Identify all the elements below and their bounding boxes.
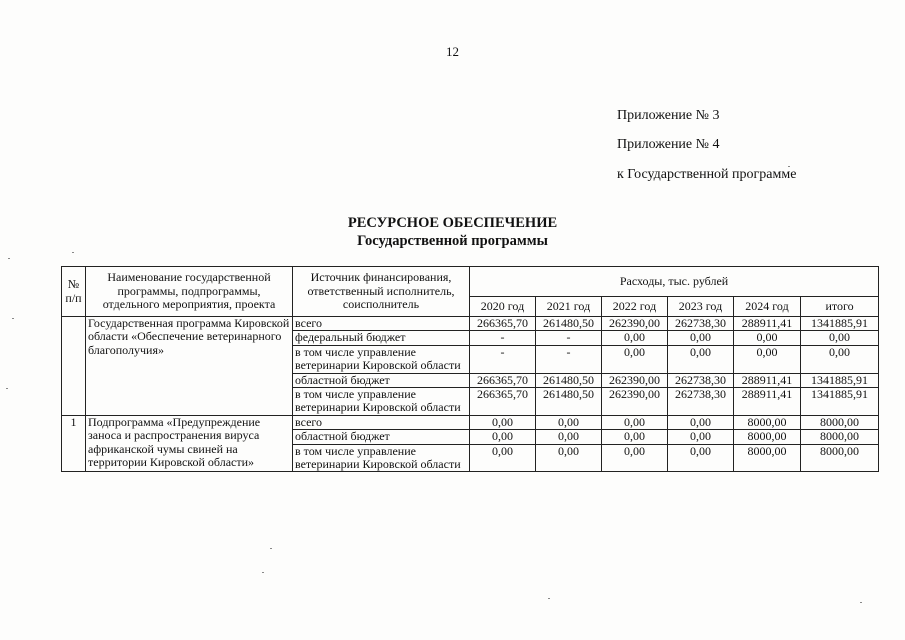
value-2022: 262390,00 [602, 317, 668, 331]
scan-speck [270, 548, 272, 549]
scan-speck [8, 258, 10, 259]
value-total: 1341885,91 [801, 373, 879, 387]
value-2023: 0,00 [668, 430, 734, 444]
value-2024: 288911,41 [734, 317, 801, 331]
value-2020: - [470, 345, 536, 373]
value-2020: 0,00 [470, 415, 536, 429]
value-2022: 0,00 [602, 331, 668, 345]
header-expenses: Расходы, тыс. рублей [470, 267, 879, 297]
title-line-1: РЕСУРСНОЕ ОБЕСПЕЧЕНИЕ [347, 215, 558, 231]
value-2022: 0,00 [602, 345, 668, 373]
value-2024: 0,00 [734, 345, 801, 373]
scan-speck [6, 388, 8, 389]
value-2021: 261480,50 [536, 388, 602, 416]
value-2024: 8000,00 [734, 444, 801, 472]
scan-speck [788, 166, 790, 167]
header-year-2020: 2020 год [470, 297, 536, 317]
value-2022: 0,00 [602, 444, 668, 472]
value-2022: 262390,00 [602, 373, 668, 387]
scan-speck [262, 572, 264, 573]
value-2020: - [470, 331, 536, 345]
table-row [62, 317, 879, 331]
value-total: 0,00 [801, 345, 879, 373]
title-line-2: Государственной программы [357, 233, 548, 249]
value-2022: 0,00 [602, 430, 668, 444]
header-source: Источник финансирования, ответственный исполнитель, соисполнитель [293, 267, 470, 317]
funding-source: в том числе управление ветеринарии Кировской области [293, 444, 470, 472]
funding-source: областной бюджет [293, 430, 470, 444]
appendix-line-3: к Государственной программе [617, 167, 797, 182]
value-total: 1341885,91 [801, 317, 879, 331]
funding-source: областной бюджет [293, 373, 470, 387]
header-year-2023: 2023 год [668, 297, 734, 317]
value-2023: 262738,30 [668, 373, 734, 387]
scan-speck [72, 252, 74, 253]
value-2021: - [536, 331, 602, 345]
value-2021: 261480,50 [536, 373, 602, 387]
value-total: 8000,00 [801, 415, 879, 429]
header-year-2021: 2021 год [536, 297, 602, 317]
value-2020: 0,00 [470, 444, 536, 472]
funding-source: в том числе управление ветеринарии Кировской области [293, 388, 470, 416]
value-2024: 288911,41 [734, 373, 801, 387]
value-2024: 8000,00 [734, 415, 801, 429]
value-2023: 0,00 [668, 331, 734, 345]
funding-source: федеральный бюджет [293, 331, 470, 345]
funding-source: всего [293, 317, 470, 331]
header-total: итого [801, 297, 879, 317]
value-2021: 261480,50 [536, 317, 602, 331]
row-number [62, 317, 86, 416]
appendix-line-1: Приложение № 3 [617, 108, 720, 123]
program-name: Государственная программа Кировской области «Обеспечение ветеринарного благополучия» [86, 317, 293, 416]
value-2023: 262738,30 [668, 317, 734, 331]
value-2023: 0,00 [668, 345, 734, 373]
value-2021: 0,00 [536, 430, 602, 444]
value-2020: 0,00 [470, 430, 536, 444]
value-2021: 0,00 [536, 444, 602, 472]
scan-speck [12, 318, 14, 319]
value-2020: 266365,70 [470, 317, 536, 331]
value-2024: 0,00 [734, 331, 801, 345]
value-total: 1341885,91 [801, 388, 879, 416]
header-name: Наименование государственной программы, подпрограммы, отдельного мероприятия, проекта [86, 267, 293, 317]
header-year-2024: 2024 год [734, 297, 801, 317]
row-number: 1 [62, 415, 86, 472]
value-2022: 262390,00 [602, 388, 668, 416]
value-total: 8000,00 [801, 444, 879, 472]
value-2021: - [536, 345, 602, 373]
program-name: Подпрограмма «Предупреждение заноса и распространения вируса африканской чумы свиней на территории Кировской области» [86, 415, 293, 472]
value-2023: 0,00 [668, 444, 734, 472]
scan-speck [860, 602, 862, 603]
document-title [0, 214, 905, 250]
header-year-2022: 2022 год [602, 297, 668, 317]
header-num: № п/п [62, 267, 86, 317]
scan-speck [548, 598, 550, 599]
funding-source: всего [293, 415, 470, 429]
resource-table [61, 266, 879, 472]
value-2023: 262738,30 [668, 388, 734, 416]
value-2024: 8000,00 [734, 430, 801, 444]
value-2020: 266365,70 [470, 373, 536, 387]
appendix-line-2: Приложение № 4 [617, 137, 720, 152]
table-row [62, 415, 879, 429]
page-number: 12 [446, 44, 459, 59]
funding-source: в том числе управление ветеринарии Кировской области [293, 345, 470, 373]
value-total: 8000,00 [801, 430, 879, 444]
value-total: 0,00 [801, 331, 879, 345]
value-2023: 0,00 [668, 415, 734, 429]
value-2021: 0,00 [536, 415, 602, 429]
value-2024: 288911,41 [734, 388, 801, 416]
value-2020: 266365,70 [470, 388, 536, 416]
value-2022: 0,00 [602, 415, 668, 429]
